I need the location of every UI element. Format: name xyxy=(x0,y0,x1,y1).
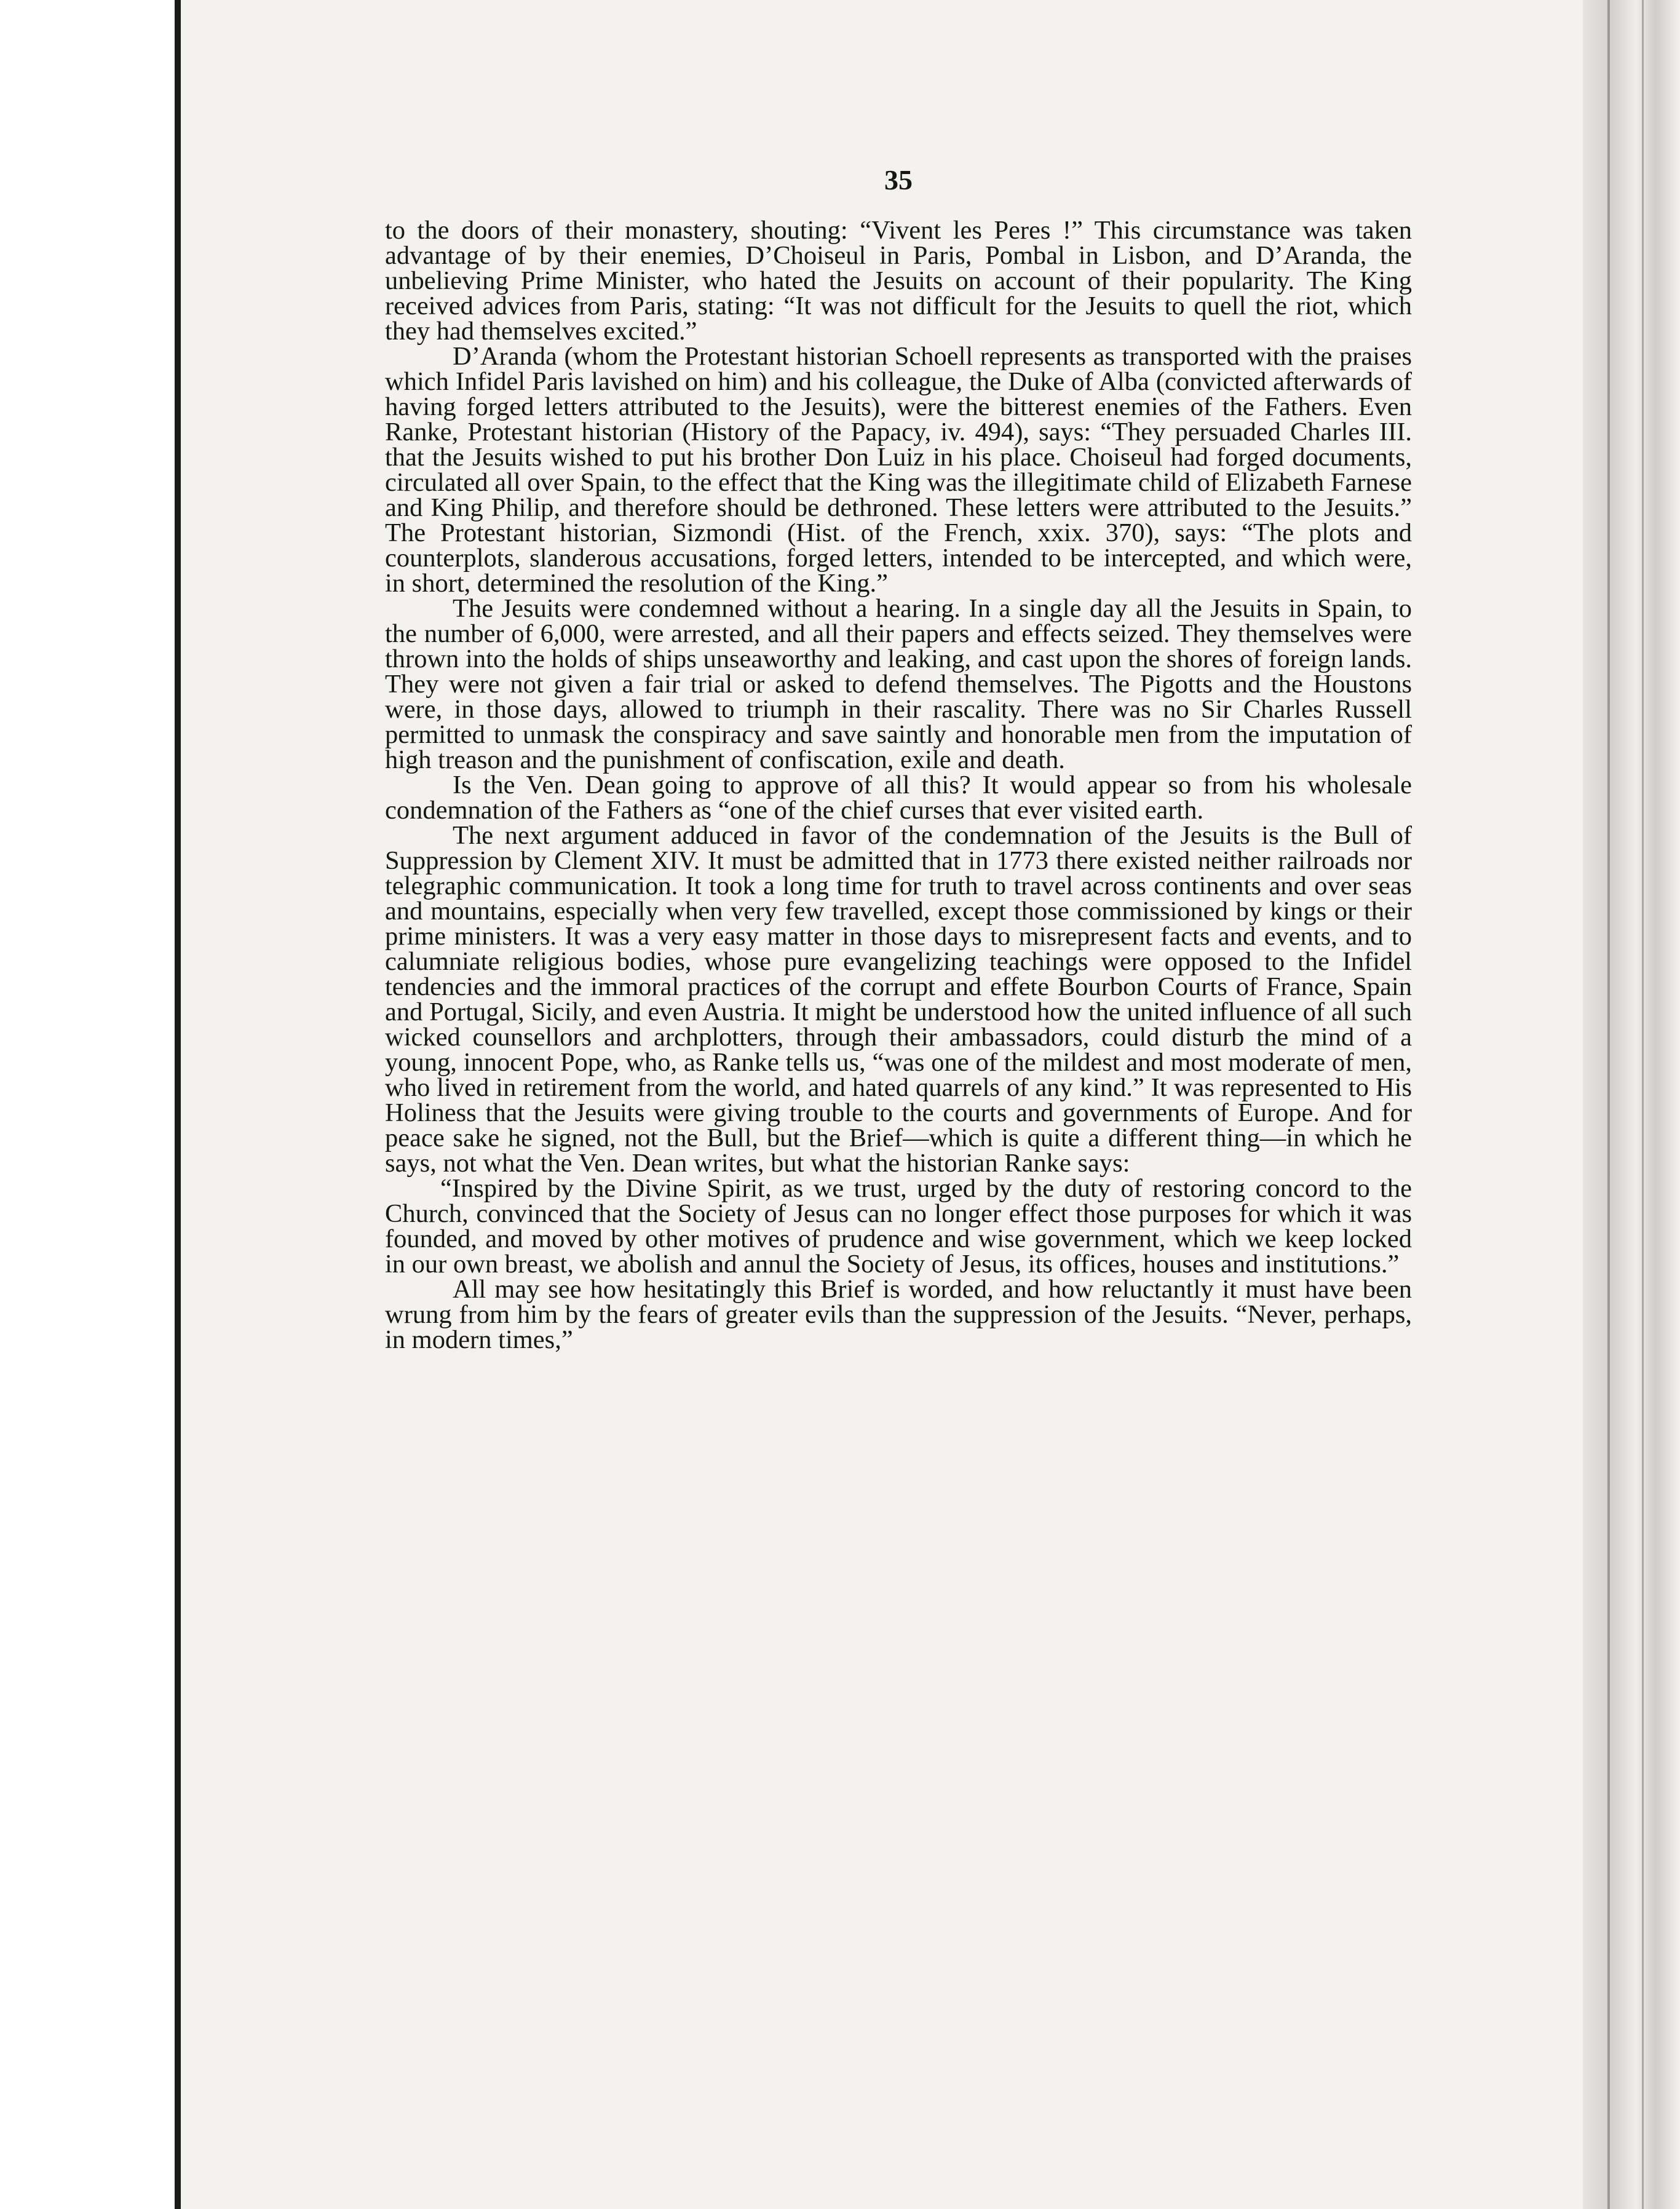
paragraph: All may see how hesitatingly this Brief is worded, and how reluctantly it must have been wrung from him by the fears of greater evils than the suppression of the Jesuits. “Never, perhaps, in modern times,” xyxy=(385,1275,1412,1354)
page-number: 35 xyxy=(884,164,913,196)
block-quote: “Inspired by the Divine Spirit, as we trust, urged by the duty of restoring concord to the Church, convinced that the Society of Jesus can no longer effect those purposes for which it was founded, and moved by other motives of prudence and wise government, which we keep locked in our own breast, we abolish and annul the Society of Jesus, its offices, houses and institutions.” xyxy=(385,1174,1412,1279)
page-text xyxy=(385,166,1412,1352)
left-margin xyxy=(0,0,178,2209)
page-edge xyxy=(1583,0,1680,2209)
paragraph: The next argument adduced in favor of the condemnation of the Jesuits is the Bull of Suppression by Clement XIV. It must be admitted that in 1773 there existed neither railroads nor telegraphic communication. It took a long time for truth to travel across continents and over seas and mountains, especially when very few travelled, except those commissioned by kings or their prime ministers. It was a very easy matter in those days to misrepresent facts and events, and to calumniate religious bodies, whose pure evangelizing teachings were opposed to the Infidel tendencies and the immoral practices of the corrupt and effete Bourbon Courts of France, Spain and Portugal, Sicily, and even Austria. It might be understood how the united influence of all such wicked counsellors and archplotters, through their ambassadors, could disturb the mind of a young, innocent Pope, who, as Ranke tells us, “was one of the mildest and most moderate of men, who lived in retirement from the world, and hated quarrels of any kind.” It was represented to His Holiness that the Jesuits were giving trouble to the courts and governments of Europe. And for peace sake he signed, not the Bull, but the Brief—which is quite a different thing—in which he says, not what the Ven. Dean writes, but what the historian Ranke says: xyxy=(385,821,1412,1178)
paragraph: D’Aranda (whom the Protestant historian Schoell represents as transported with the praises which Infidel Paris lavished on him) and his colleague, the Duke of Alba (convicted afterwards of having forged letters attributed to the Jesuits), were the bitterest enemies of the Fathers. Even Ranke, Protestant historian (History of the Papacy, iv. 494), says: “They persuaded Charles III. that the Jesuits wished to put his brother Don Luiz in his place. Choiseul had forged documents, circulated all over Spain, to the effect that the King was the illegitimate child of Elizabeth Farnese and King Philip, and therefore should be dethroned. These letters were attributed to the Jesuits.” The Protestant historian, Sizmondi (Hist. of the French, xxix. 370), says: “The plots and counterplots, slanderous accusations, forged letters, intended to be intercepted, and which were, in short, determined the resolution of the King.” xyxy=(385,342,1412,598)
paragraph: Is the Ven. Dean going to approve of all this? It would appear so from his wholesale condemnation of the Fathers as “one of the chief curses that ever visited earth. xyxy=(385,771,1412,825)
paragraph-continued: to the doors of their monastery, shouting: “Vivent les Peres !” This circumstance was taken advantage of by their enemies, D’Choiseul in Paris, Pombal in Lisbon, and D’Aranda, the unbelieving Prime Minister, who hated the Jesuits on account of their popularity. The King received advices from Paris, stating: “It was not difficult for the Jesuits to quell the riot, which they had themselves excited.” xyxy=(385,216,1412,346)
binding-shadow xyxy=(175,0,181,2209)
paragraph: The Jesuits were condemned without a hearing. In a single day all the Jesuits in Spain, to the number of 6,000, were arrested, and all their papers and effects seized. They themselves were thrown into the holds of ships unseaworthy and leaking, and cast upon the shores of foreign lands. They were not given a fair trial or asked to defend themselves. The Pigotts and the Houstons were, in those days, allowed to triumph in their rascality. There was no Sir Charles Russell permitted to unmask the conspiracy and save saintly and honorable men from the imputation of high treason and the punishment of confiscation, exile and death. xyxy=(385,594,1412,774)
